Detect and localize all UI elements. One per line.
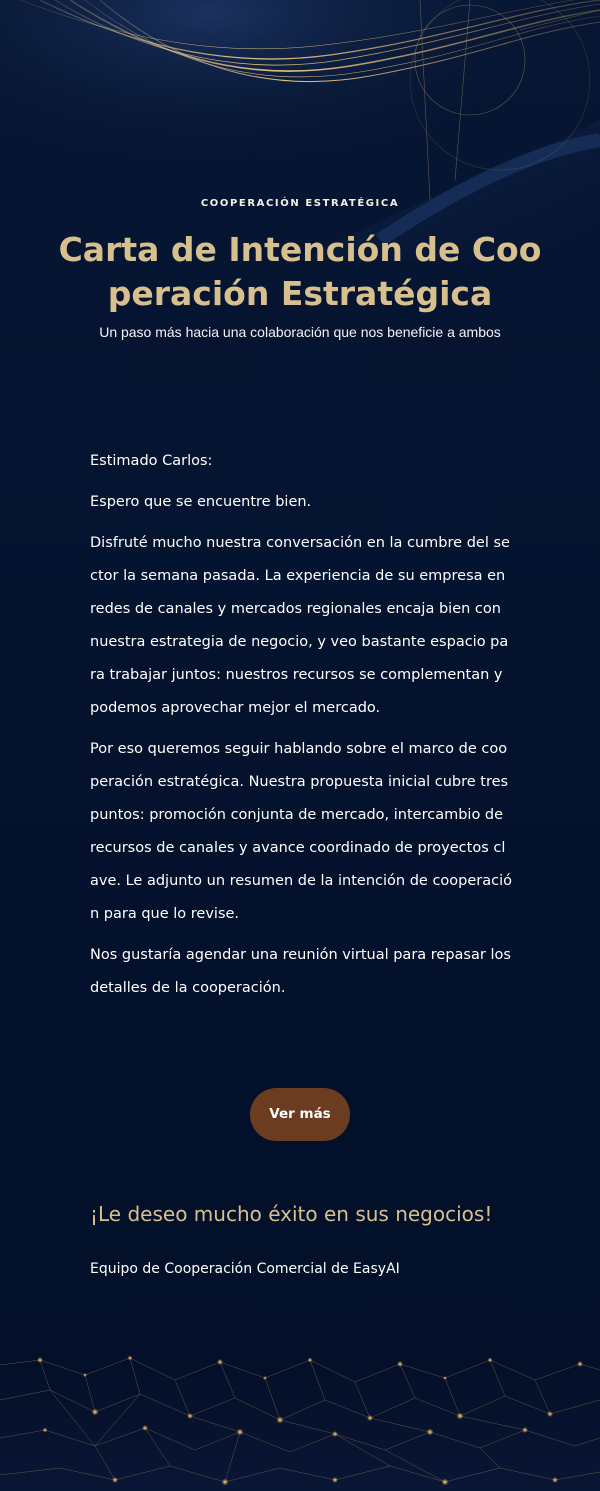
letter-paragraph: Disfruté mucho nuestra conversación en la cumbre del sector la semana pasada. La experiencia de su empresa en redes de canales y mercados regionales encaja bien con nuestra estrategia de negocio, y veo bastante espacio para trabajar juntos: nuestros recursos se complementan y podemos aprovechar mejor el mercado. [90,535,510,716]
letter-greeting: Estimado Carlos: [90,453,213,469]
closing-wish: ¡Le deseo mucho éxito en sus negocios! [90,1202,493,1226]
page-title: Carta de Intención de Cooperación Estratégica [58,230,542,313]
page-subtitle: Un paso más hacia una colaboración que nos beneficie a ambos [99,324,501,340]
view-more-button[interactable]: Ver más [250,1088,350,1141]
network-mesh-decoration [0,1320,600,1491]
letter-paragraph: Nos gustaría agendar una reunión virtual para repasar los detalles de la cooperación. [90,947,511,996]
signature: Equipo de Cooperación Comercial de EasyAI [90,1261,400,1277]
letter-header [0,196,600,342]
letter-paragraph: Espero que se encuentre bien. [90,494,312,510]
letter-paragraph: Por eso queremos seguir hablando sobre el marco de cooperación estratégica. Nuestra propuesta inicial cubre tres puntos: promoción conjunta de mercado, intercambio de recursos de canales y avance coordinado de proyectos clave. Le adjunto un resumen de la intención de cooperación para que lo revise. [90,741,513,922]
letter-body [90,445,512,1013]
header-kicker: COOPERACIÓN ESTRATÉGICA [200,198,400,209]
cta-container [0,1088,600,1141]
